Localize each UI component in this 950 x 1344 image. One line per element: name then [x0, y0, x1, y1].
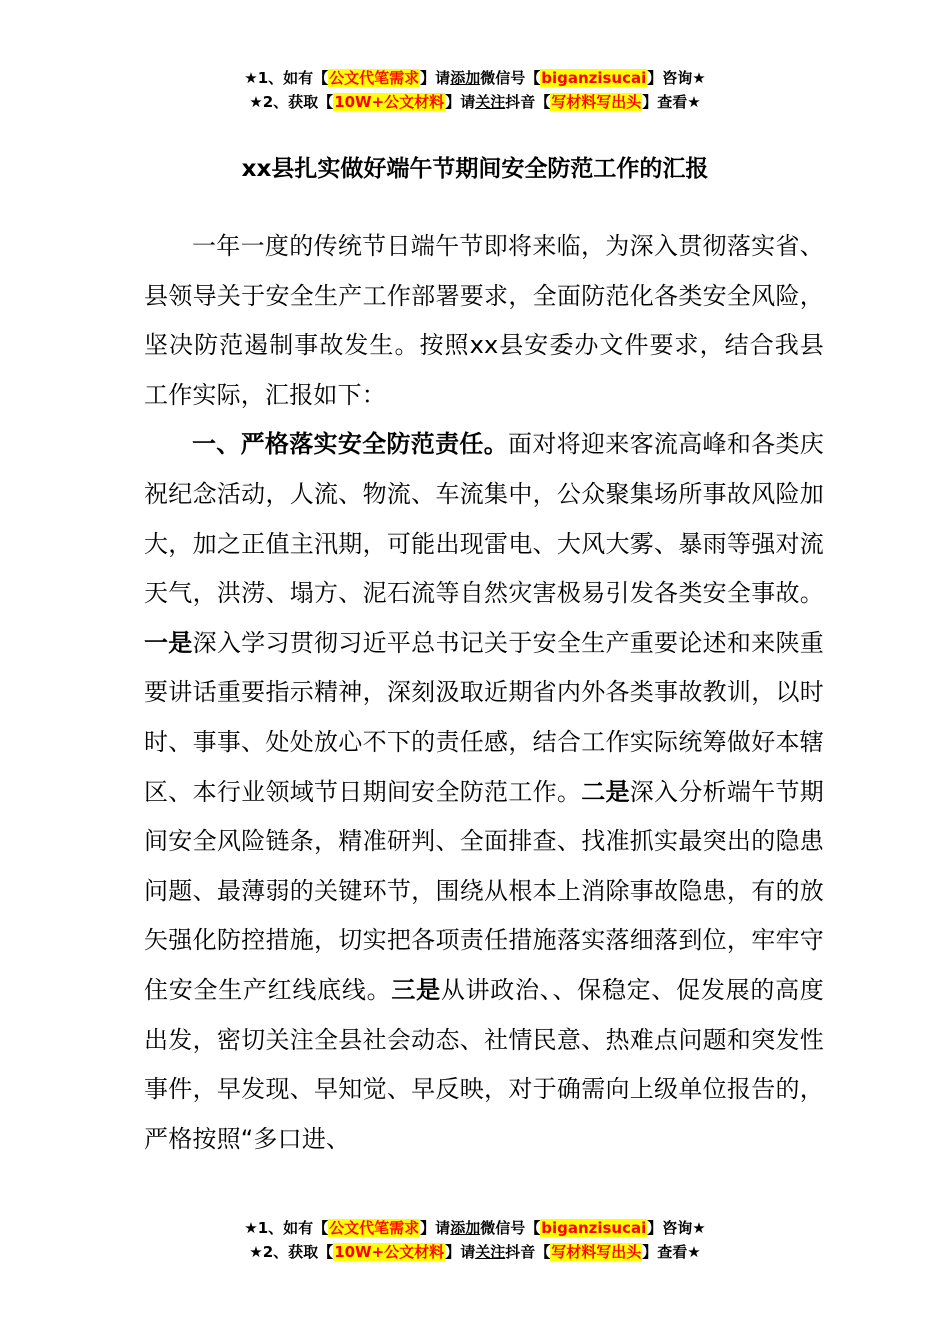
paragraph-intro: 一年一度的传统节日端午节即将来临，为深入贯彻落实省、县领导关于安全生产工作部署要求，全面防范化各类安全风险，坚决防范遏制事故发生。按照xx县安委办文件要求，结合我县工作实际，汇报如下：: [144, 232, 824, 409]
banner-highlight: 公文代笔需求: [329, 69, 420, 87]
banner-highlight: 写材料写出头: [551, 93, 642, 111]
banner-highlight: 公文代笔需求: [329, 1219, 420, 1237]
header-banner: [0, 66, 950, 114]
banner-highlight: biganzisucai: [541, 1219, 647, 1237]
banner-highlight: 10W+公文材料: [334, 1243, 445, 1261]
paragraph-section-1: 一、严格落实安全防范责任。面对将迎来客流高峰和各类庆祝纪念活动，人流、物流、车流集中，公众聚集场所事故风险加大，加之正值主汛期，可能出现雷电、大风大雾、暴雨等强对流天气，洪涝、塌方、泥石流等自然灾害极易引发各类安全事故。一是深入学习贯彻习近平总书记关于安全生产重要论述和来陕重要讲话重要指示精神，深刻汲取近期省内外各类事故教训，以时时、事事、处处放心不下的责任感，结合工作实际统筹做好本辖区、本行业领域节日期间安全防范工作。二是深入分析端午节期间安全风险链条，精准研判、全面排查、找准抓实最突出的隐患问题、最薄弱的关键环节，围绕从根本上消除事故隐患，有的放矢强化防控措施，切实把各项责任措施落实落细落到位，牢牢守住安全生产红线底线。三是从讲政治、、保稳定、促发展的高度出发，密切关注全县社会动态、社情民意、热难点问题和突发性事件，早发现、早知觉、早反映，对于确需向上级单位报告的，严格按照“多口进、: [144, 430, 825, 1153]
point-marker: 一是: [144, 628, 193, 657]
banner-highlight: 10W+公文材料: [334, 93, 445, 111]
banner-line-1: ★1、如有【公文代笔需求】请添加微信号【biganzisucai】咨询★: [244, 69, 706, 87]
banner-line-2: ★2、获取【10W+公文材料】请关注抖音【写材料写出头】查看★: [249, 93, 701, 111]
document-body: [144, 222, 824, 1164]
footer-banner: [0, 1216, 950, 1264]
document-title: xx县扎实做好端午节期间安全防范工作的汇报: [241, 156, 709, 182]
banner-highlight: biganzisucai: [541, 69, 647, 87]
section-heading: 一、严格落实安全防范责任。: [192, 430, 509, 459]
point-marker: 三是: [391, 975, 441, 1004]
banner-highlight: 写材料写出头: [551, 1243, 642, 1261]
banner-line-2: ★2、获取【10W+公文材料】请关注抖音【写材料写出头】查看★: [249, 1243, 701, 1261]
point-marker: 二是: [581, 777, 630, 806]
banner-line-1: ★1、如有【公文代笔需求】请添加微信号【biganzisucai】咨询★: [244, 1219, 706, 1237]
